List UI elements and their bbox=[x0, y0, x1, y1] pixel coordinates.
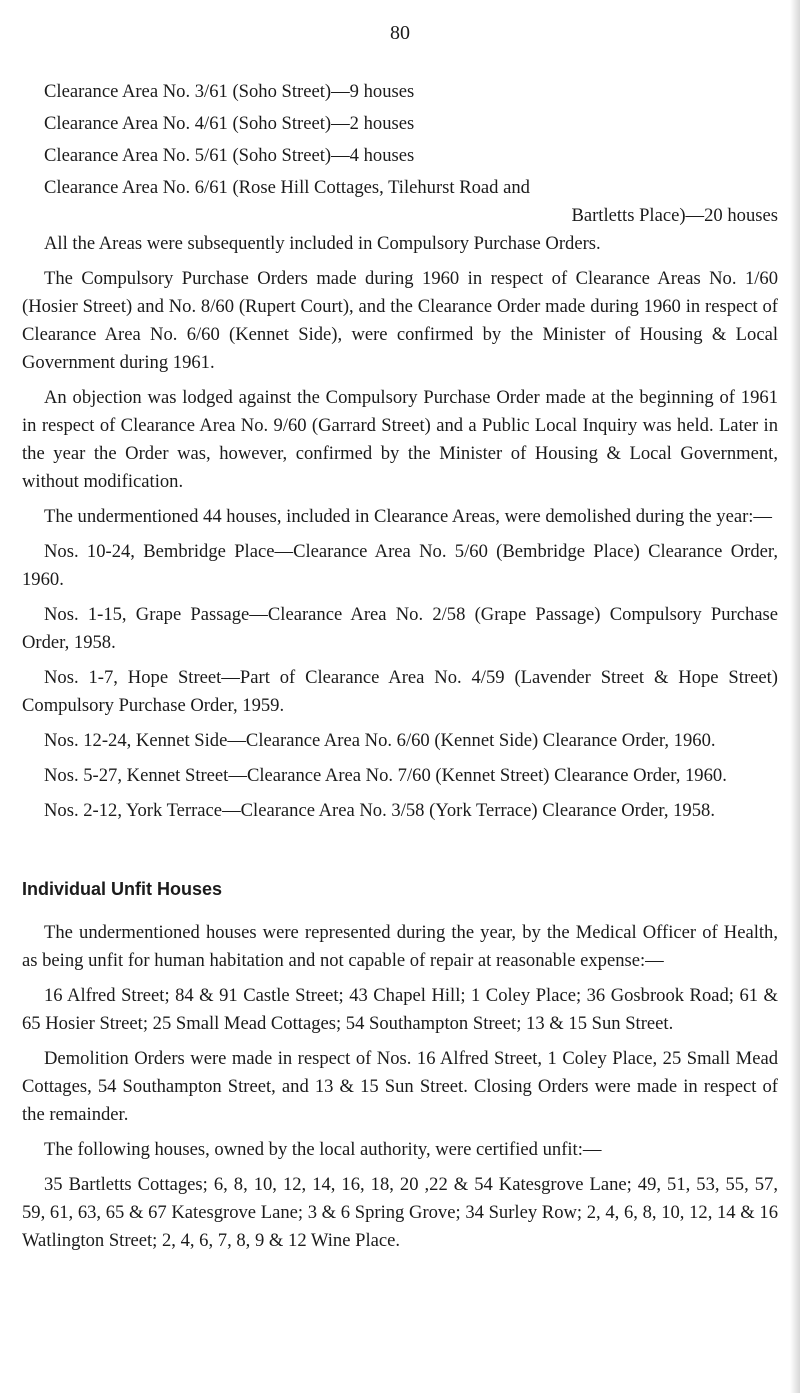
clearance-area-continuation: Bartletts Place)—20 houses bbox=[571, 205, 778, 226]
page-body bbox=[22, 78, 778, 1262]
clearance-area-line: Clearance Area No. 3/61 (Soho Street)—9 houses bbox=[44, 81, 415, 102]
demolished-item: Nos. 2-12, York Terrace—Clearance Area No. 3/58 (York Terrace) Clearance Order, 1958. bbox=[44, 800, 715, 821]
clearance-area-line: Clearance Area No. 6/61 (Rose Hill Cottages, Tilehurst Road and bbox=[44, 177, 530, 198]
page-edge-shadow bbox=[790, 0, 800, 1393]
demolished-item: Nos. 1-7, Hope Street—Part of Clearance Area No. 4/59 (Lavender Street & Hope Street) Compulsory Purchase Order, 1959. bbox=[22, 667, 778, 716]
demolished-item: Nos. 12-24, Kennet Side—Clearance Area No. 6/60 (Kennet Side) Clearance Order, 1960. bbox=[44, 730, 716, 751]
paragraph-unfit-list: 16 Alfred Street; 84 & 91 Castle Street; 43 Chapel Hill; 1 Coley Place; 36 Gosbrook Road; 61 & 65 Hosier Street; 25 Small Mead Cottages; 54 Southampton Street; 13 & 15 Sun Street. bbox=[22, 985, 778, 1034]
paragraph-cpo-confirmed: The Compulsory Purchase Orders made during 1960 in respect of Clearance Areas No. 1/60 (Hosier Street) and No. 8/60 (Rupert Court), and the Clearance Order made during 1960 in respect of Clearance Area No. 6/60 (Kennet Side), were confirmed by the Minister of Housing & Local Government during 1961. bbox=[22, 268, 778, 373]
page-number: 80 bbox=[390, 22, 410, 44]
paragraph-cpo-inclusion: All the Areas were subsequently included in Compulsory Purchase Orders. bbox=[44, 233, 601, 254]
paragraph-orders: Demolition Orders were made in respect of Nos. 16 Alfred Street, 1 Coley Place, 25 Small Mead Cottages, 54 Southampton Street, and 13 & 15 Sun Street. Closing Orders were made in respect of the remainder. bbox=[22, 1048, 778, 1125]
demolished-item: Nos. 10-24, Bembridge Place—Clearance Area No. 5/60 (Bembridge Place) Clearance Order, 1960. bbox=[22, 541, 778, 590]
section-heading: Individual Unfit Houses bbox=[22, 879, 223, 899]
paragraph-certified-intro: The following houses, owned by the local authority, were certified unfit:— bbox=[44, 1139, 602, 1160]
paragraph-certified-list: 35 Bartletts Cottages; 6, 8, 10, 12, 14, 16, 18, 20 ,22 & 54 Katesgrove Lane; 49, 51, 53, 55, 57, 59, 61, 63, 65 & 67 Katesgrove Lane; 3 & 6 Spring Grove; 34 Surley Row; 2, 4, 6, 8, 10, 12, 14 & 16 Watlington Street; 2, 4, 6, 7, 8, 9 & 12 Wine Place. bbox=[22, 1174, 778, 1251]
demolished-item: Nos. 5-27, Kennet Street—Clearance Area No. 7/60 (Kennet Street) Clearance Order, 1960. bbox=[44, 765, 727, 786]
paragraph-demolished-intro: The undermentioned 44 houses, included in Clearance Areas, were demolished during the year:— bbox=[44, 506, 773, 527]
clearance-area-line: Clearance Area No. 5/61 (Soho Street)—4 houses bbox=[44, 145, 415, 166]
paragraph-represented-intro: The undermentioned houses were represented during the year, by the Medical Officer of Health, as being unfit for human habitation and not capable of repair at reasonable expense:— bbox=[22, 922, 778, 971]
paragraph-objection: An objection was lodged against the Compulsory Purchase Order made at the beginning of 1961 in respect of Clearance Area No. 9/60 (Garrard Street) and a Public Local Inquiry was held. Later in the year the Order was, however, confirmed by the Minister of Housing & Local Government, without modification. bbox=[22, 387, 778, 492]
clearance-area-line: Clearance Area No. 4/61 (Soho Street)—2 houses bbox=[44, 113, 415, 134]
demolished-item: Nos. 1-15, Grape Passage—Clearance Area No. 2/58 (Grape Passage) Compulsory Purchase Order, 1958. bbox=[22, 604, 778, 653]
